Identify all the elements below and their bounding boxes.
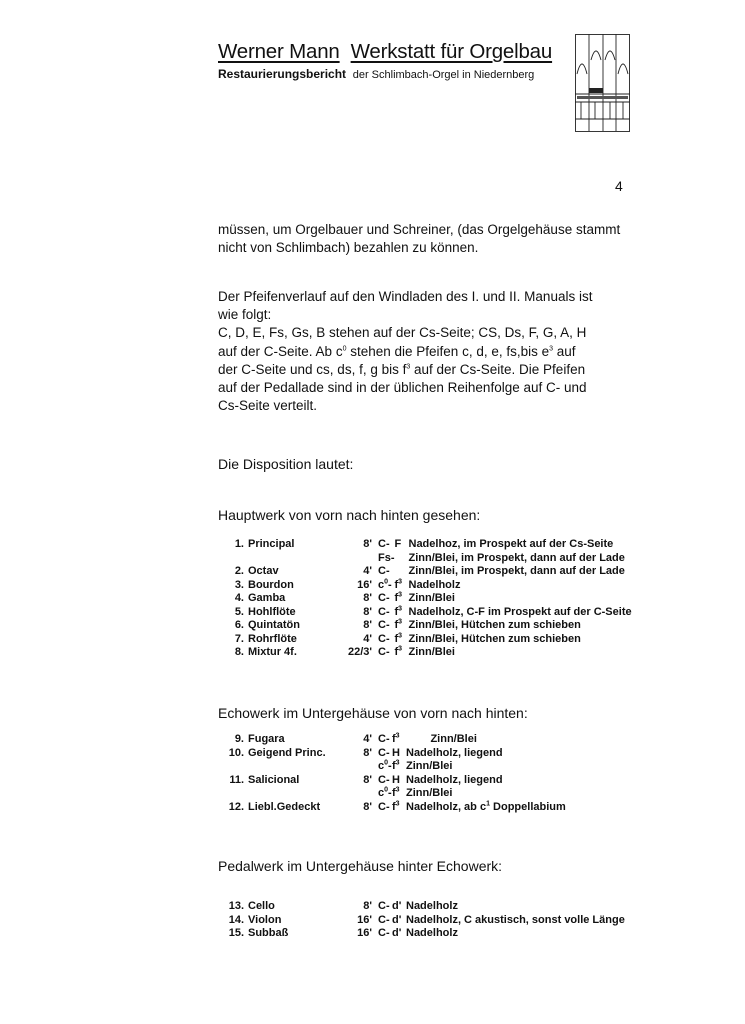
stop-number: 4. bbox=[234, 592, 244, 604]
stop-number: 5. bbox=[234, 605, 244, 618]
stop-pitch: 22/3' bbox=[347, 646, 372, 658]
stop-pitch: 16' bbox=[357, 913, 372, 926]
report-label: Restaurierungsbericht bbox=[218, 67, 347, 81]
range-end: $f^3$ bbox=[392, 759, 400, 772]
stop-number: 2. bbox=[234, 565, 244, 577]
range-start: C- bbox=[378, 913, 390, 926]
range-start: C- bbox=[378, 746, 390, 759]
stop-name: Hohlflöte bbox=[248, 605, 296, 618]
stop-note: Zinn/Blei, Hütchen zum schieben bbox=[408, 632, 581, 645]
stop-row bbox=[222, 619, 632, 633]
range-start: C- bbox=[378, 800, 390, 813]
stop-pitch bbox=[344, 760, 378, 774]
stop-pitch: 8' bbox=[363, 900, 372, 912]
stop-number: 7. bbox=[234, 632, 244, 645]
range-start: C- bbox=[378, 927, 390, 939]
text-fragment: der C-Seite und cs, ds, f, g bis f bbox=[218, 361, 407, 377]
stop-number: 15. bbox=[228, 927, 244, 939]
stop-row bbox=[222, 733, 566, 747]
text-line: Cs-Seite verteilt. bbox=[218, 398, 318, 414]
stop-name: Geigend Princ. bbox=[248, 746, 326, 759]
stop-note: Nadelholz, C-F im Prospekt auf der C-Seite bbox=[408, 605, 632, 618]
paragraph-continuation: müssen, um Orgelbauer und Schreiner, (das Orgelgehäuse stammt nicht von Schlimbach) bezahlen zu können. bbox=[218, 222, 621, 256]
stop-row bbox=[222, 801, 566, 815]
stop-note: Nadelholz, liegend bbox=[406, 773, 503, 786]
stop-number bbox=[222, 552, 248, 566]
range-end: d' bbox=[392, 927, 402, 939]
stop-name: Quintatön bbox=[248, 619, 300, 631]
stop-row bbox=[222, 552, 632, 566]
range-start: $c^0-$ bbox=[378, 759, 392, 772]
stop-name: Rohrflöte bbox=[248, 632, 297, 645]
stop-note: Nadelholz, C akustisch, sonst volle Länge bbox=[406, 913, 625, 926]
range-start: C- bbox=[378, 646, 390, 658]
range-start: C- bbox=[378, 900, 390, 912]
stops-table-hauptwerk bbox=[222, 538, 632, 660]
company-name: Werner Mann bbox=[218, 40, 340, 63]
range-end: $f^3$ bbox=[394, 645, 403, 658]
range-end: $f^3$ bbox=[394, 577, 403, 591]
stop-pitch: 8' bbox=[363, 773, 372, 786]
stop-note: Zinn/Blei bbox=[408, 592, 455, 604]
text-fragment: auf bbox=[553, 343, 576, 359]
stop-number: 1. bbox=[234, 538, 244, 550]
stop-row bbox=[222, 579, 632, 593]
stop-note: Nadelholz, liegend bbox=[406, 746, 503, 759]
text-line: C, D, E, Fs, Gs, B stehen auf der Cs-Seite; CS, Ds, F, G, A, H bbox=[218, 325, 587, 341]
range-end: $f^3$ bbox=[394, 618, 403, 631]
stop-note: Zinn/Blei, im Prospekt, dann auf der Lade bbox=[408, 551, 625, 564]
range-end: $f^3$ bbox=[394, 591, 403, 604]
stop-pitch bbox=[344, 552, 378, 566]
stop-row bbox=[222, 914, 625, 928]
stop-name: Bourdon bbox=[248, 578, 294, 591]
stop-note: Zinn/Blei bbox=[406, 787, 453, 799]
stop-name bbox=[248, 552, 344, 566]
text-line: auf der Pedallade sind in der üblichen Reihenfolge auf C- und bbox=[218, 380, 587, 396]
stop-number: 3. bbox=[234, 578, 244, 591]
letterhead-subtitle bbox=[218, 67, 534, 81]
range-end: H bbox=[392, 773, 400, 786]
text-fragment: auf der C-Seite. Ab c bbox=[218, 343, 343, 359]
stop-note: Nadelholz bbox=[406, 900, 458, 912]
stop-note: Zinn/Blei bbox=[406, 733, 477, 745]
stop-row bbox=[222, 606, 632, 620]
stop-pitch: 4' bbox=[363, 632, 372, 645]
letterhead-title bbox=[218, 40, 552, 64]
range-start: $c^0-$ bbox=[378, 577, 392, 591]
stop-number: 13. bbox=[228, 900, 244, 912]
stop-name: Octav bbox=[248, 565, 279, 577]
stop-name: Mixtur 4f. bbox=[248, 646, 297, 658]
section-heading-pedalwerk: Pedalwerk im Untergehäuse hinter Echowerk: bbox=[218, 858, 503, 874]
stop-number: 11. bbox=[229, 773, 244, 786]
stop-name: Principal bbox=[248, 538, 295, 550]
stop-pitch: 8' bbox=[363, 538, 372, 550]
stop-pitch: 16' bbox=[357, 927, 372, 939]
range-end: H bbox=[392, 746, 400, 759]
stop-row bbox=[222, 900, 625, 914]
stop-number: 6. bbox=[234, 619, 244, 631]
range-start: C- bbox=[378, 538, 390, 550]
text-line: Der Pfeifenverlauf auf den Windladen des I. und II. Manuals ist bbox=[218, 289, 593, 304]
stop-row bbox=[222, 747, 566, 761]
workshop-name: Werkstatt für Orgelbau bbox=[350, 40, 553, 63]
stop-note: Nadelholz bbox=[406, 927, 458, 939]
stop-name: Liebl.Gedeckt bbox=[248, 800, 321, 813]
stop-row bbox=[222, 633, 632, 647]
stop-name: Cello bbox=[248, 900, 275, 912]
stop-row bbox=[222, 592, 632, 606]
superscript: 3 bbox=[406, 363, 411, 371]
range-end: $f^3$ bbox=[392, 799, 400, 813]
stop-row bbox=[222, 927, 625, 941]
stop-name: Subbaß bbox=[248, 927, 289, 939]
text-fragment: stehen die Pfeifen c, d, e, fs,bis e bbox=[346, 343, 550, 359]
stop-pitch: 4' bbox=[363, 565, 372, 577]
stop-number bbox=[222, 787, 248, 801]
range-start: C- bbox=[378, 565, 390, 577]
range-start: $c^0-$ bbox=[378, 786, 392, 799]
stop-note: Zinn/Blei bbox=[408, 646, 455, 658]
stops-table-pedalwerk bbox=[222, 900, 625, 941]
range-start: C- bbox=[378, 592, 390, 604]
stop-pitch: 8' bbox=[363, 800, 372, 813]
range-end: d' bbox=[392, 900, 402, 912]
stop-number: 14. bbox=[228, 913, 244, 926]
stop-name: Salicional bbox=[248, 773, 300, 786]
range-end: $f^3$ bbox=[394, 631, 403, 645]
stop-row bbox=[222, 565, 632, 579]
stop-name: Gamba bbox=[248, 592, 286, 604]
stop-pitch: 8' bbox=[363, 619, 372, 631]
range-end: $f^3$ bbox=[392, 732, 400, 745]
stops-table-echowerk bbox=[222, 733, 566, 814]
stop-row bbox=[222, 760, 566, 774]
range-start: C- bbox=[378, 619, 390, 631]
stop-row bbox=[222, 774, 566, 788]
paragraph-pipe-layout bbox=[218, 288, 648, 415]
range-start: C- bbox=[378, 733, 390, 745]
page-number: 4 bbox=[615, 178, 623, 194]
stop-pitch: 8' bbox=[363, 592, 372, 604]
organ-logo-icon bbox=[575, 34, 630, 132]
stop-row bbox=[222, 787, 566, 801]
stop-name bbox=[248, 787, 344, 801]
range-end bbox=[395, 565, 409, 579]
stop-pitch: 8' bbox=[363, 746, 372, 759]
stop-note: Nadelholz bbox=[408, 578, 461, 591]
range-end: $f^3$ bbox=[392, 786, 400, 799]
text-fragment: auf der Cs-Seite. Die Pfeifen bbox=[410, 361, 586, 377]
stop-pitch: 16' bbox=[357, 578, 372, 591]
text-line bbox=[218, 343, 648, 361]
stop-note: Nadelhoz, im Prospekt auf der Cs-Seite bbox=[408, 538, 614, 550]
section-heading-hauptwerk: Hauptwerk von vorn nach hinten gesehen: bbox=[218, 507, 481, 523]
superscript: 0 bbox=[342, 345, 347, 353]
range-start: C- bbox=[378, 773, 390, 786]
stop-number: 8. bbox=[234, 646, 244, 658]
section-heading-echowerk: Echowerk im Untergehäuse von vorn nach hinten: bbox=[218, 705, 528, 721]
stop-row bbox=[222, 538, 632, 552]
stop-number bbox=[222, 760, 248, 774]
range-start: C- bbox=[378, 632, 390, 645]
stop-note: Zinn/Blei bbox=[406, 760, 453, 772]
stop-note: Nadelholz, ab $c^1$ Doppellabium bbox=[406, 799, 566, 813]
stop-number: 10. bbox=[228, 746, 244, 759]
text-line bbox=[218, 361, 648, 379]
stop-number: 12. bbox=[228, 800, 244, 813]
stop-number: 9. bbox=[234, 733, 244, 745]
stop-pitch bbox=[344, 787, 378, 801]
stop-pitch: 8' bbox=[363, 605, 372, 618]
text-line: wie folgt: bbox=[218, 307, 272, 323]
stop-name: Fugara bbox=[248, 733, 285, 745]
range-start: C- bbox=[378, 605, 390, 618]
report-subject: der Schlimbach-Orgel in Niedernberg bbox=[352, 69, 535, 81]
stop-name bbox=[248, 760, 344, 774]
range-end: $f^3$ bbox=[394, 604, 403, 618]
stop-name: Violon bbox=[248, 913, 282, 926]
disposition-heading: Die Disposition lautet: bbox=[218, 456, 354, 472]
range-end: F bbox=[394, 538, 402, 550]
range-end bbox=[395, 552, 409, 566]
superscript: 3 bbox=[549, 345, 554, 353]
stop-row bbox=[222, 646, 632, 660]
range-start: Fs- bbox=[378, 551, 395, 564]
range-end: d' bbox=[392, 913, 402, 926]
stop-pitch: 4' bbox=[363, 733, 372, 745]
stop-note: Zinn/Blei, Hütchen zum schieben bbox=[408, 619, 581, 631]
stop-note: Zinn/Blei, im Prospekt, dann auf der Lade bbox=[408, 565, 625, 577]
